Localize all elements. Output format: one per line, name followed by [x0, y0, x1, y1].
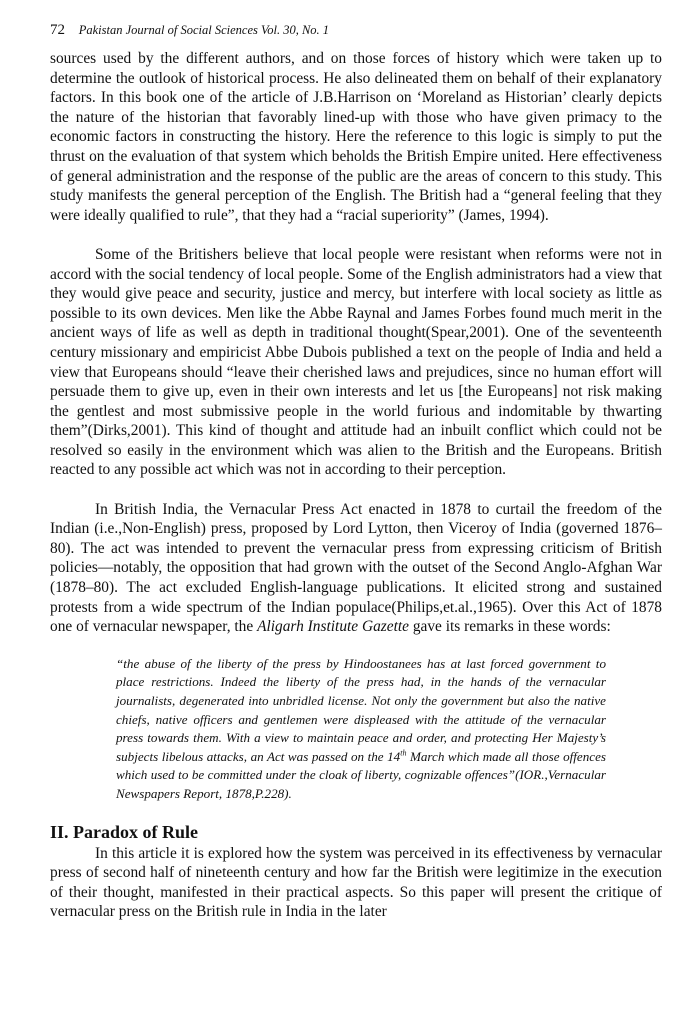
newspaper-title: Aligarh Institute Gazette [257, 618, 409, 636]
article-body [50, 49, 662, 922]
quote-text-a: “the abuse of the liberty of the press by Hindoostanees has at last forced government to place restrictions. Indeed the liberty of the press had, in the hands of the vernacular journalists, degenerated into unbridled license. Not only the government but also the native chiefs, native officers and gentlemen were displeased with the attitude of the vernacular press towards them. With a view to maintain peace and order, and protecting Her Majesty’s subjects libelous attacks, an Act was passed on the 14 [116, 655, 606, 764]
paragraph-3-text: In British India, the Vernacular Press Act enacted in 1878 to curtail the freedom of the Indian (i.e.,Non-English) press, proposed by Lord Lytton, then Viceroy of India (governed 1876–80). The act was intended to prevent the vernacular press from expressing criticism of British policies—notably, the opposition that had grown with the outset of the Second Anglo-Afghan War (1878–80). The act excluded English-language publications. It elicited strong and sustained protests from a wide spectrum of the Indian populace(Philips,et.al.,1965). Over this Act of 1878 one of vernacular newspaper, the [50, 500, 662, 636]
paragraph-3 [50, 500, 662, 637]
paragraph-3-tail: gave its remarks in these words: [408, 618, 611, 636]
paragraph-2: Some of the Britishers believe that local people were resistant when reforms were not in accord with the social tendency of local people. Some of the English administrators had a view that they would give peace and security, justice and mercy, but interfere with local society as little as possible to its own devices. Men like the Abbe Raynal and James Forbes found much merit in the ancient ways of life as well as depth in traditional thought(Spear,2001). One of the seventeenth century missionary and empiricist Abbe Dubois published a text on the people of India and held a view that Europeans should “leave their cherished laws and prejudices, since no human effort will persuade them to give up, even in their own interests and let us [the Europeans] not risk making the gentlest and most submissive people in the world furious and indomitable by thwarting them”(Dirks,2001). This kind of thought and attitude had an inbuilt conflict which could not be resolved so easily in the environment which was alien to the British and the Europeans. British reacted to any possible act which was not in according to their perception. [50, 245, 662, 479]
section-heading: II. Paradox of Rule [50, 821, 198, 842]
block-quote [116, 655, 606, 804]
quote-text-b: March which made all those offences which used to be committed under the cloak of liberty, cognizable offences”(IOR.,Vernacular Newspapers Report, 1878,P.228). [116, 748, 607, 801]
ordinal-superscript: th [400, 748, 407, 758]
paragraph-1: sources used by the different authors, and on those forces of history which were taken up to determine the outlook of historical process. He also delineated them on behalf of their explanatory factors. In this book one of the article of J.B.Harrison on ‘Moreland as Historian’ clearly depicts the nature of the historian that favorably lined-up with those who have given primacy to the economic factors in constructing the history. Here the reference to this logic is simply to put the thrust on the evaluation of that system which beholds the British Empire united. Here effectiveness of general administration and the response of the public are the areas of concern to this study. This study manifests the general perception of the English. The British had a “general feeling that they were ideally qualified to rule”, that they had a “racial superiority” (James, 1994). [50, 50, 662, 224]
page-number: 72 [50, 22, 65, 38]
paragraph-4: In this article it is explored how the system was perceived in its effectiveness by vernacular press of second half of nineteenth century and how far the British were legitimize in the execution of their thought, manifested in their practical aspects. So this paper will present the critique of vernacular press on the British rule in India in the later [50, 844, 662, 921]
journal-title: Pakistan Journal of Social Sciences Vol. 30, No. 1 [78, 23, 330, 37]
running-header [50, 20, 329, 40]
